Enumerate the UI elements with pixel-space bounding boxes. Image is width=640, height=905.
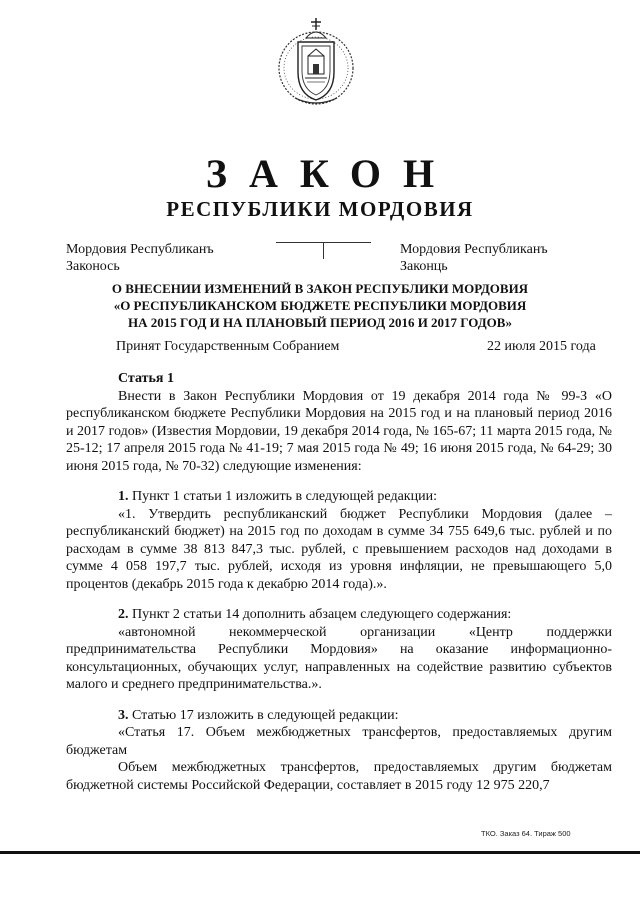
- item3-heading-text: Статью 17 изложить в следующей редакции:: [128, 707, 399, 723]
- document-title: ЗАКОН: [205, 151, 457, 196]
- moksha-title-block: [66, 241, 214, 275]
- item1-heading-text: Пункт 1 статьи 1 изложить в следующей редакции:: [128, 489, 437, 504]
- law-name-line3: НА 2015 ГОД И НА ПЛАНОВЫЙ ПЕРИОД 2016 И 2017 ГОДОВ»: [128, 315, 512, 330]
- header-separator-vertical: [323, 242, 324, 259]
- law-name-line1: О ВНЕСЕНИИ ИЗМЕНЕНИЙ В ЗАКОН РЕСПУБЛИКИ МОРДОВИЯ: [111, 281, 529, 296]
- item2-heading: [66, 606, 612, 624]
- coat-of-arms-icon: [275, 16, 357, 108]
- bottom-rule: [0, 851, 640, 854]
- article-heading: Статья 1: [118, 371, 174, 386]
- print-run-note: ТКО. Заказ 64. Тираж 500: [481, 829, 571, 838]
- item3-text-continued: Объем межбюджетных трансфертов, предоставляемых другим бюджетам бюджетной системы Российской Федерации, составляет в 2015 году 12 975 220,7: [66, 760, 612, 793]
- item1-text: «1. Утвердить республиканский бюджет Республики Мордовия (далее – республиканский бюджет) на 2015 год по доходам в сумме 34 755 649,6 тыс. рублей и по расходам в сумме 38 813 847,3 тыс. рублей, с превышением расходов над доходами в сумме 4 058 197,7 тыс. рублей, исходя из уровня инфляции, не превышающего 5,0 процентов (декабрь 2015 года к декабрю 2014 года).».: [66, 506, 612, 592]
- erzya-title-line2: Законць: [400, 259, 448, 274]
- law-name: [0, 280, 640, 331]
- item3-number: 3.: [118, 707, 129, 723]
- adoption-date: 22 июля 2015 года: [487, 339, 596, 354]
- item3-text: «Статья 17. Объем межбюджетных трансфертов, предоставляемых другим бюджетам: [66, 725, 612, 758]
- moksha-title-line1: Мордовия Республиканъ: [66, 242, 214, 257]
- item2-number: 2.: [118, 607, 129, 622]
- item2-text: «автономной некоммерческой организации «Центр поддержки предпринимательства Республики Мордовия» на оказание информационно-консультационных, обучающих услуг, направленных на содействие развитию субъектов малого и среднего предпринимательства.».: [66, 624, 612, 692]
- adoption-text: Принят Государственным Собранием: [116, 339, 340, 354]
- item1-number: 1.: [118, 489, 129, 504]
- article-body: [66, 370, 612, 794]
- article-intro: Внести в Закон Республики Мордовия от 19 декабря 2014 года № 99-З «О республиканском бюджете Республики Мордовия на 2015 год и на плановый период 2016 и 2017 годов» (Известия Мордовии, 19 декабря 2014 года, № 165-67; 11 марта 2015 года, № 25-12; 17 апреля 2015 года № 41-19; 7 мая 2015 года № 49; 16 июня 2015 года, № 64-29; 30 июня 2015 года, № 70-32) следующие изменения:: [66, 388, 612, 474]
- erzya-title-line1: Мордовия Республиканъ: [400, 242, 548, 257]
- erzya-title-block: [400, 241, 548, 275]
- item2-heading-text: Пункт 2 статьи 14 дополнить абзацем следующего содержания:: [128, 607, 512, 622]
- item3-heading: [66, 707, 612, 725]
- moksha-title-line2: Законось: [66, 259, 120, 274]
- document-subtitle: РЕСПУБЛИКИ МОРДОВИЯ: [166, 197, 474, 221]
- law-name-line2: «О РЕСПУБЛИКАНСКОМ БЮДЖЕТЕ РЕСПУБЛИКИ МОРДОВИЯ: [113, 298, 527, 313]
- item1-heading: [66, 488, 612, 506]
